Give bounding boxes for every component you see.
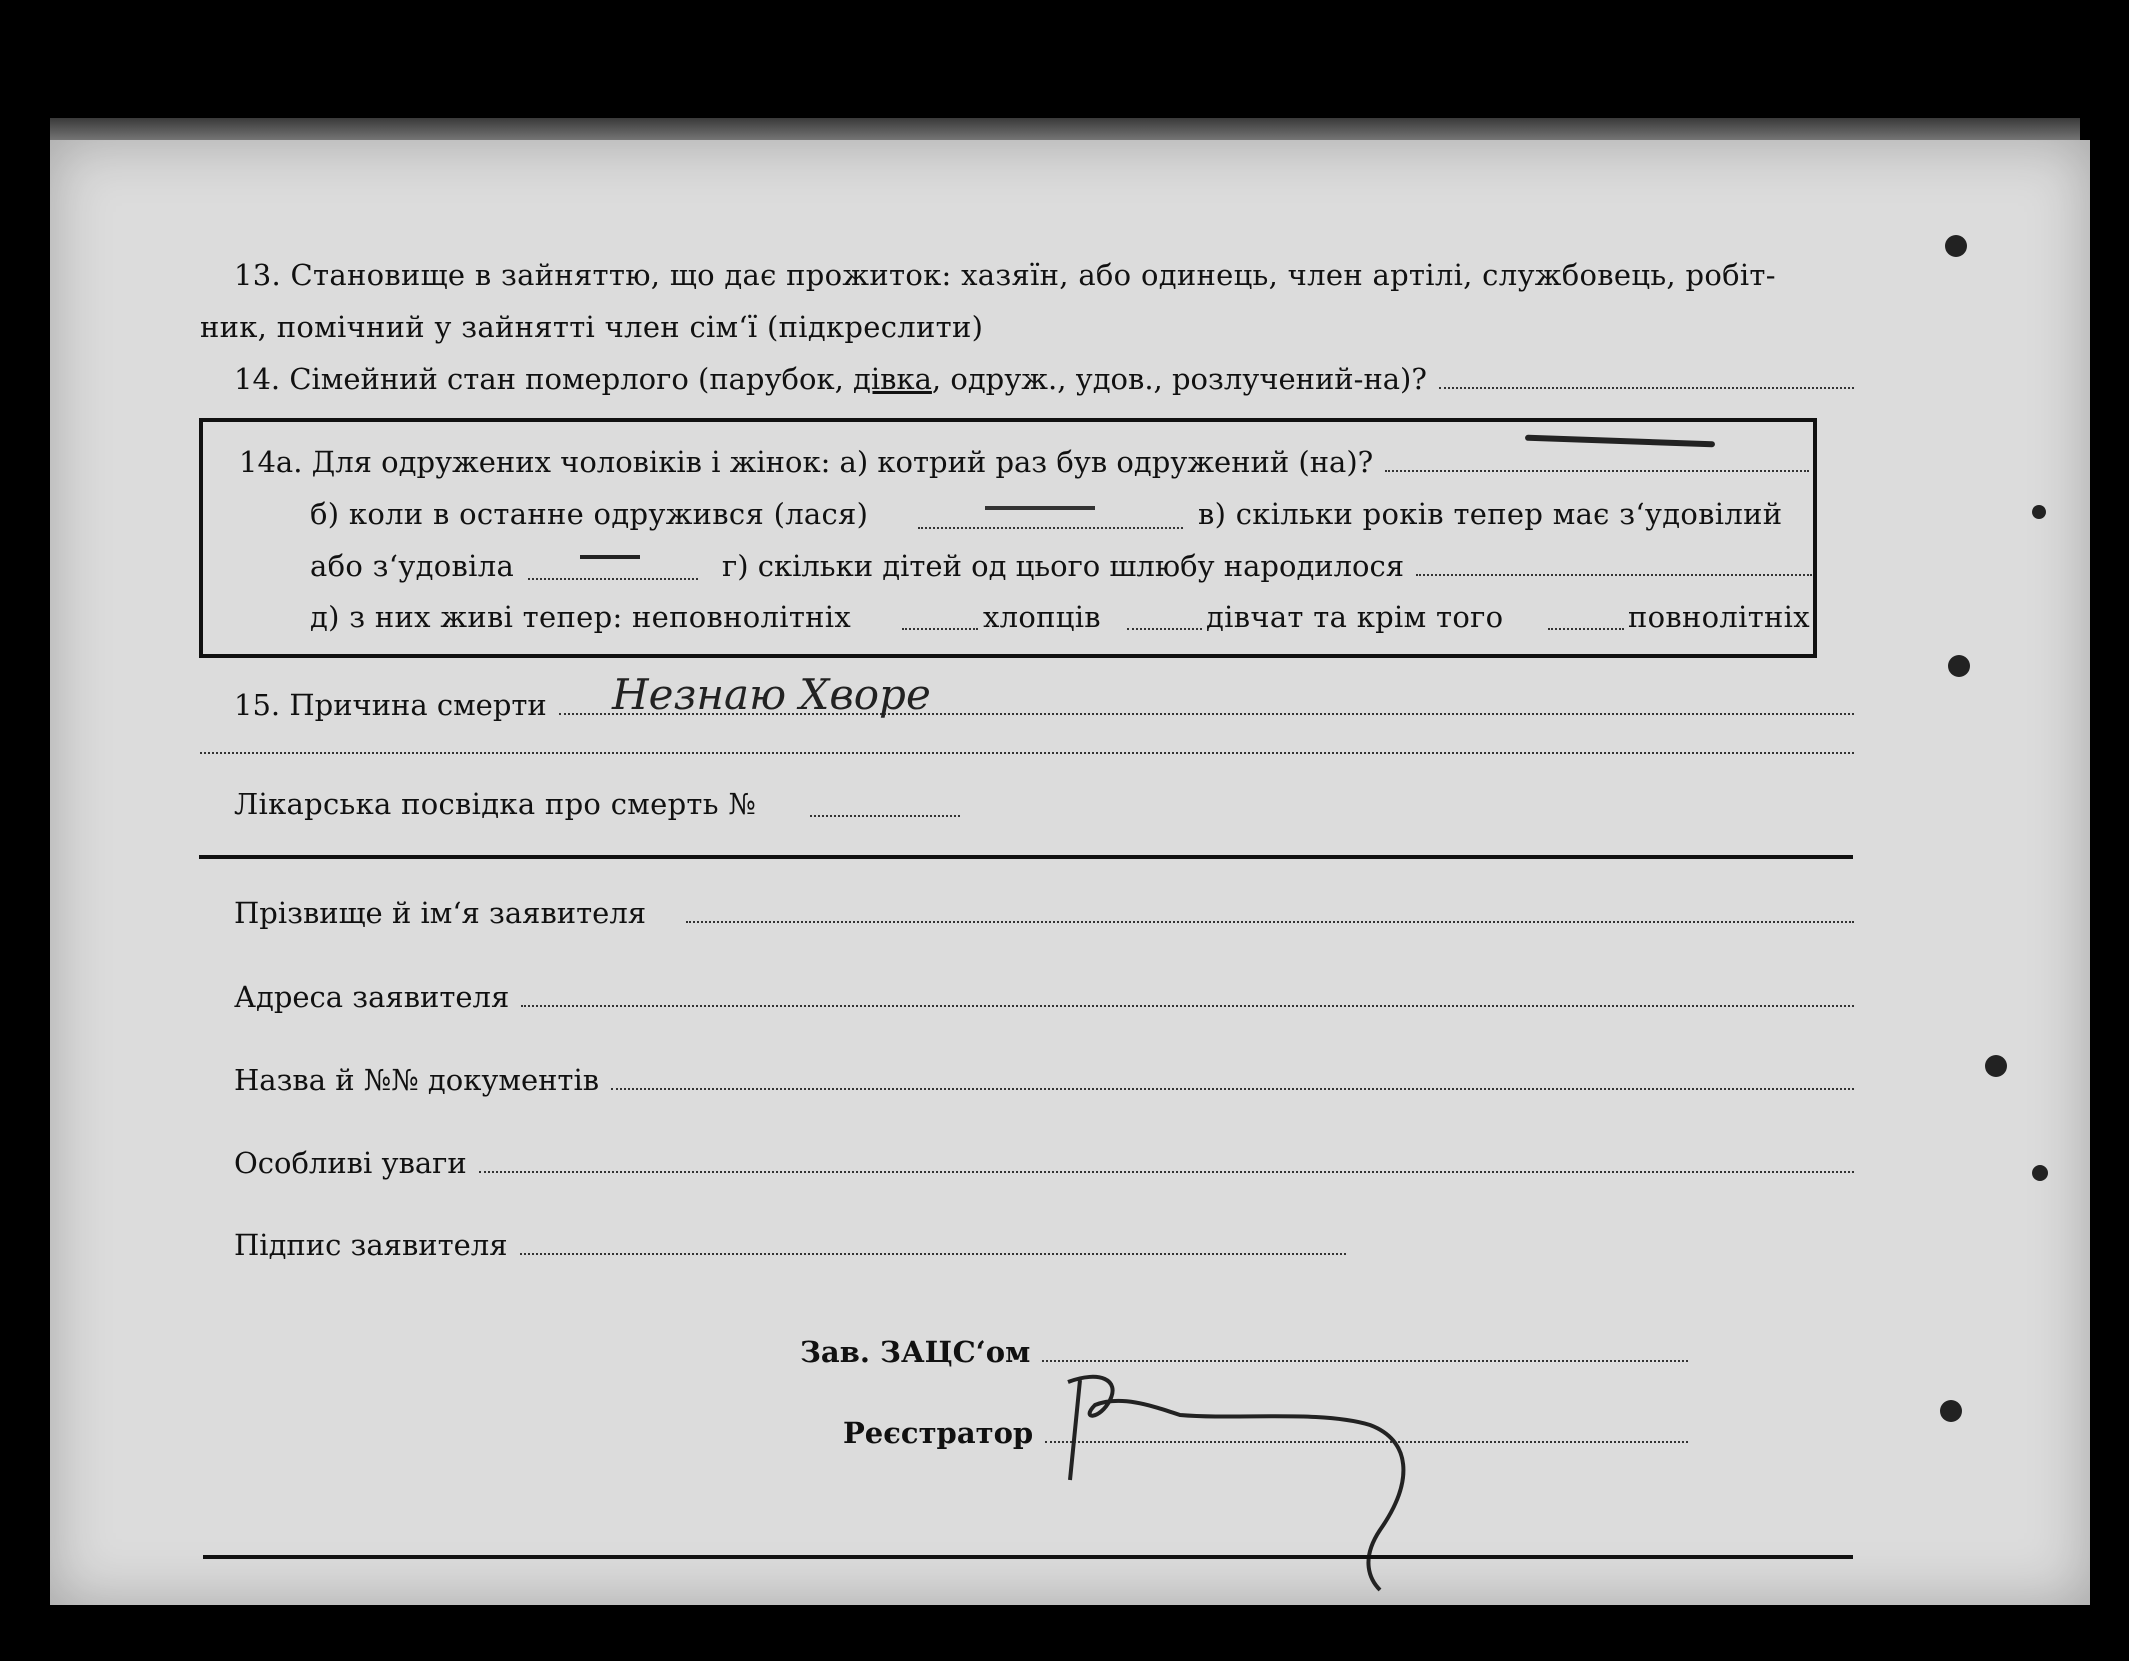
- punch-hole: [2032, 505, 2046, 519]
- dash-mark: [985, 506, 1095, 510]
- q14a-g-answer-line[interactable]: [1416, 573, 1812, 576]
- q13-line-2: ник, помічний у зайнятті член сім‘ї (підкреслити): [200, 310, 984, 344]
- q14a-b-answer-line[interactable]: [918, 527, 1183, 529]
- dash-mark: [580, 555, 640, 559]
- punch-hole: [1948, 655, 1970, 677]
- q14a-minors-line[interactable]: [902, 628, 978, 630]
- q13-line-1: 13. Становище в зайняттю, що дає прожиток: хазяїн, або одинець, член артілі, службовець, робіт-: [234, 258, 1776, 292]
- certificate-label: Лікарська посвідка про смерть №: [234, 787, 757, 821]
- applicant-address-field[interactable]: Адреса заявителя: [234, 980, 1854, 1014]
- q14a-g-children[interactable]: г) скільки дітей од цього шлюбу народилося: [722, 549, 1812, 583]
- q14a-line-1[interactable]: 14а. Для одружених чоловіків і жінок: а) котрий раз був одружений (на)?: [239, 445, 1809, 479]
- q14-underlined-option: дівка: [853, 362, 932, 396]
- q14a-girls-label: дівчат та крім того: [1206, 600, 1504, 634]
- registrar-signature: [1040, 1360, 1440, 1600]
- applicant-signature-field[interactable]: Підпис заявителя: [234, 1228, 1346, 1262]
- bottom-rule: [203, 1555, 1853, 1559]
- certificate-number-line[interactable]: [810, 815, 960, 817]
- q14-prefix: 14. Сімейний стан померлого (парубок,: [234, 362, 854, 396]
- q14a-widowed-answer-line[interactable]: [528, 578, 698, 580]
- q14a-v-label: в) скільки років тепер має з‘удовілий: [1198, 497, 1783, 531]
- applicant-name-field[interactable]: Прізвище й ім‘я заявителя: [234, 896, 1854, 930]
- registrar-field[interactable]: Реєстратор: [843, 1416, 1688, 1450]
- q14a-b-label: б) коли в останне одружився (лася): [310, 497, 869, 531]
- q15-second-line[interactable]: [200, 752, 1854, 754]
- q14a-adults-label: повнолітніх: [1628, 600, 1810, 634]
- punch-hole: [1940, 1400, 1962, 1422]
- q15-cause-of-death[interactable]: 15. Причина смерти: [234, 688, 1854, 722]
- q14a-boys-label: хлопців: [983, 600, 1101, 634]
- notes-field[interactable]: Особливі уваги: [234, 1146, 1854, 1180]
- q14-marital-status[interactable]: [234, 362, 1854, 396]
- q14a-girls-line[interactable]: [1548, 628, 1624, 630]
- q14a-a-answer-line[interactable]: [1385, 469, 1809, 472]
- documents-field[interactable]: Назва й №№ документів: [234, 1063, 1854, 1097]
- section-divider: [199, 855, 1853, 859]
- q14a-widowed-label: або з‘удовіла: [310, 549, 515, 583]
- q14-answer-line[interactable]: [1439, 386, 1854, 389]
- punch-hole: [2032, 1165, 2048, 1181]
- q15-handwritten-answer: Незнаю Хворе: [612, 670, 931, 719]
- q14-suffix: , одруж., удов., розлучений-на)?: [931, 362, 1427, 396]
- q14a-boys-line[interactable]: [1127, 628, 1202, 630]
- punch-hole: [1985, 1055, 2007, 1077]
- head-of-registry-field[interactable]: Зав. ЗАЦС‘ом: [800, 1335, 1688, 1369]
- q14a-d-label: д) з них живі тепер: неповнолітніх: [310, 600, 852, 634]
- punch-hole: [1945, 235, 1967, 257]
